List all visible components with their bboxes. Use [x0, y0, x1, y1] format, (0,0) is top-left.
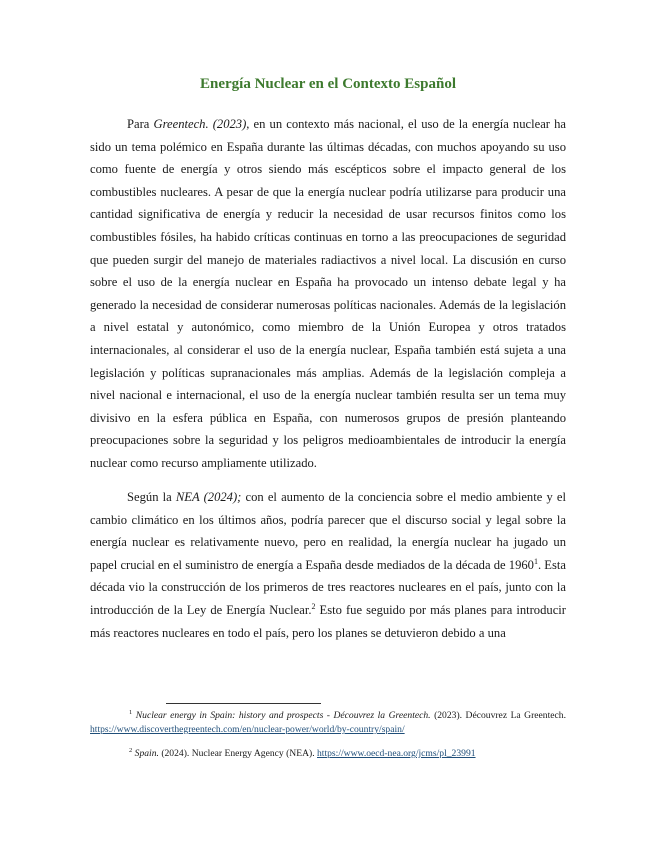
footnote-1-source: (2023). Découvrez La Greentech.: [430, 710, 566, 721]
paragraph-2-text-b: . Esta década vio la construcción de los primeros de tres reactores nucleares en el país, junto con la introducción de la Ley de Energía Nuclear.: [90, 557, 566, 617]
paragraph-2-text-c: Esto fue seguido por más planes para introducir más reactores nucleares en todo el país, pero los planes se detuvieron debido a una: [90, 602, 566, 640]
footnote-2-link[interactable]: https://www.oecd-nea.org/jcms/pl_23991: [317, 748, 476, 759]
footnote-1-mark: 1: [129, 708, 133, 716]
footnote-separator: [166, 703, 321, 704]
paragraph-1-text: , en un contexto más nacional, el uso de la energía nuclear ha sido un tema polémico en España durante las últimas décadas, con muchos apoyando su uso como fuente de energía y otros siendo más escépticos sobre el impacto general de los combustibles nucleares. A pesar de que la energía nuclear podría utilizarse para producir una cantidad significativa de energía y reducir la necesidad de usar recursos finitos como los combustibles fósiles, ha habido críticas continuas en torno a las preocupaciones de seguridad que pueden surgir del manejo de materiales radiactivos a nivel local. La discusión en curso sobre el uso de la energía nuclear en España ha provocado un intenso debate legal y ha generado la necesidad de considerar numerosas políticas nacionales. Además de la legislación a nivel estatal y autonómico, como miembro de la Unión Europea y otros tratados internacionales, al considerar el uso de la energía nuclear, España también está sujeta a una legislación y políticas supranacionales más amplias. Además de la legislación compleja a nivel nacional e internacional, el uso de la energía nuclear también resulta ser un tema muy divisivo en la esfera pública en España, con numerosos grupos de presión planteando preocupaciones sobre la seguridad y los peligros medioambientales de introducir la energía nuclear como recurso ampliamente utilizado.: [90, 117, 566, 470]
footnote-1-link[interactable]: https://www.discoverthegreentech.com/en/nuclear-power/world/by-country/spain/: [90, 724, 405, 735]
paragraph-2-text-a: con el aumento de la conciencia sobre el medio ambiente y el cambio climático en los últimos años, podría parecer que el discurso social y legal sobre la energía nuclear es relativamente nuevo, pero en realidad, la energía nuclear ha jugado un papel crucial en el suministro de energía a España desde mediados de la década de 1960: [90, 490, 566, 572]
footnote-2-title: Spain.: [134, 748, 159, 759]
citation-greentech: Greentech. (2023): [153, 117, 247, 131]
page-title: Energía Nuclear en el Contexto Español: [200, 76, 456, 92]
footnote-2-mark: 2: [129, 746, 133, 754]
footnote-ref-2[interactable]: 2: [311, 601, 316, 611]
footnote-2: [90, 747, 566, 761]
paragraph-1-intro: Para: [127, 117, 154, 131]
paragraph-2: [90, 486, 566, 644]
footnote-2-source: (2024). Nuclear Energy Agency (NEA).: [158, 748, 317, 759]
footnote-ref-1[interactable]: 1: [533, 556, 538, 566]
footnote-1: [90, 709, 566, 737]
paragraph-1: [90, 113, 566, 475]
paragraph-2-intro: Según la: [127, 490, 176, 504]
citation-nea: NEA (2024);: [175, 490, 242, 504]
footnote-1-title: Nuclear energy in Spain: history and prospects - Découvrez la Greentech.: [135, 710, 431, 721]
